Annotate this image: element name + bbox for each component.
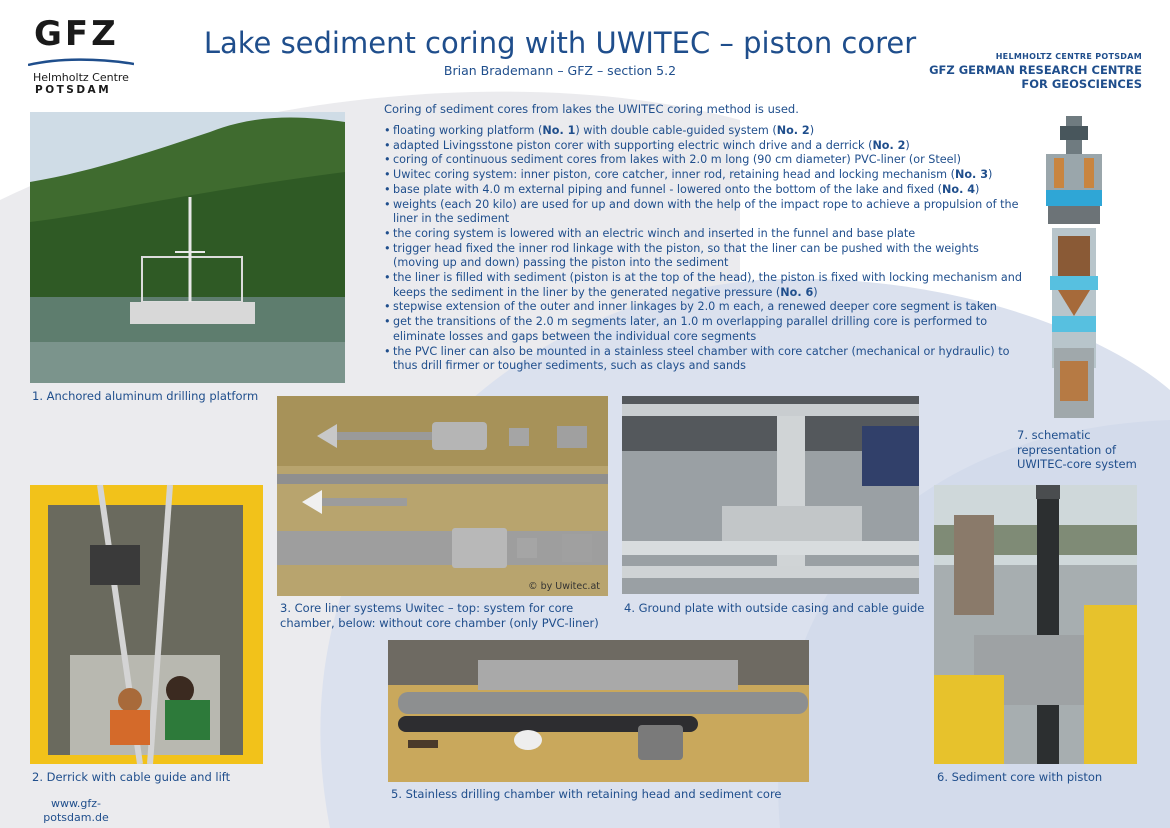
photo-sediment-core bbox=[934, 485, 1137, 764]
list-item: • stepwise extension of the outer and inner linkages by 2.0 m each, a renewed deeper core segment is taken bbox=[384, 300, 1024, 315]
photo-derrick bbox=[30, 485, 263, 764]
caption-4: 4. Ground plate with outside casing and cable guide bbox=[624, 601, 925, 615]
institution-line-1: HELMHOLTZ CENTRE POTSDAM bbox=[995, 52, 1142, 61]
caption-3: 3. Core liner systems Uwitec – top: system for core chamber, below: without core chamber (only PVC-liner) bbox=[280, 601, 599, 630]
list-item: • base plate with 4.0 m external piping and funnel - lowered onto the bottom of the lake and fixed (No. 4) bbox=[384, 183, 1024, 198]
institution-line-2: GFZ GERMAN RESEARCH CENTRE bbox=[929, 63, 1142, 77]
list-item: • the PVC liner can also be mounted in a stainless steel chamber with core catcher (mechanical or hydraulic) to thus drill firmer or tougher sediments, such as clays and sands bbox=[384, 345, 1024, 374]
list-item: • Uwitec coring system: inner piston, core catcher, inner rod, retaining head and locking mechanism (No. 3) bbox=[384, 168, 1024, 183]
photo-drilling-platform bbox=[30, 112, 345, 383]
caption-7: 7. schematic representation of UWITEC-core system bbox=[1017, 428, 1137, 471]
caption-2: 2. Derrick with cable guide and lift bbox=[32, 770, 231, 784]
website-link[interactable]: www.gfz-potsdam.de bbox=[43, 797, 109, 824]
logo-potsdam: POTSDAM bbox=[35, 84, 112, 96]
list-item: • get the transitions of the 2.0 m segments later, an 1.0 m overlapping parallel drilling core is performed to eliminate losses and gaps between the individual core segments bbox=[384, 315, 1024, 344]
intro-text: Coring of sediment cores from lakes the UWITEC coring method is used. bbox=[384, 102, 799, 116]
list-item: • adapted Livingsstone piston corer with supporting electric winch drive and a derrick (No. 2) bbox=[384, 139, 1024, 154]
logo-helmholtz-centre: Helmholtz Centre bbox=[33, 71, 129, 84]
list-item: • weights (each 20 kilo) are used for up and down with the help of the impact rope to achieve a propulsion of the liner in the sediment bbox=[384, 198, 1024, 227]
photo-copyright: © by Uwitec.at bbox=[528, 581, 600, 592]
gfz-logo-text: GFZ bbox=[34, 14, 119, 54]
list-item: • floating working platform (No. 1) with double cable-guided system (No. 2) bbox=[384, 124, 1024, 139]
list-item: • coring of continuous sediment cores from lakes with 2.0 m long (90 cm diameter) PVC-liner (or Steel) bbox=[384, 153, 1024, 168]
list-item: • trigger head fixed the inner rod linkage with the piston, so that the liner can be pushed with the weights (moving up and down) passing the piston into the sediment bbox=[384, 242, 1024, 271]
bullet-list bbox=[384, 124, 1024, 374]
institution-line-3: FOR GEOSCIENCES bbox=[1021, 77, 1142, 91]
caption-5: 5. Stainless drilling chamber with retaining head and sediment core bbox=[391, 787, 782, 801]
list-item: • the liner is filled with sediment (piston is at the top of the head), the piston is fixed with locking mechanism and keeps the sediment in the liner by the generated negative pressure (No. 6) bbox=[384, 271, 1024, 300]
photo-drilling-chamber bbox=[388, 640, 809, 782]
photo-core-liner-systems bbox=[277, 396, 608, 596]
photo-schematic-corer bbox=[1040, 116, 1108, 420]
poster-subtitle: Brian Brademann – GFZ – section 5.2 bbox=[443, 63, 677, 78]
poster-title: Lake sediment coring with UWITEC – piston corer bbox=[203, 26, 917, 60]
list-item: • the coring system is lowered with an electric winch and inserted in the funnel and base plate bbox=[384, 227, 1024, 242]
photo-ground-plate bbox=[622, 396, 919, 594]
institution-block bbox=[929, 52, 1142, 91]
caption-1: 1. Anchored aluminum drilling platform bbox=[32, 389, 259, 403]
logo-swoosh-icon bbox=[28, 58, 134, 66]
caption-6: 6. Sediment core with piston bbox=[937, 770, 1103, 784]
